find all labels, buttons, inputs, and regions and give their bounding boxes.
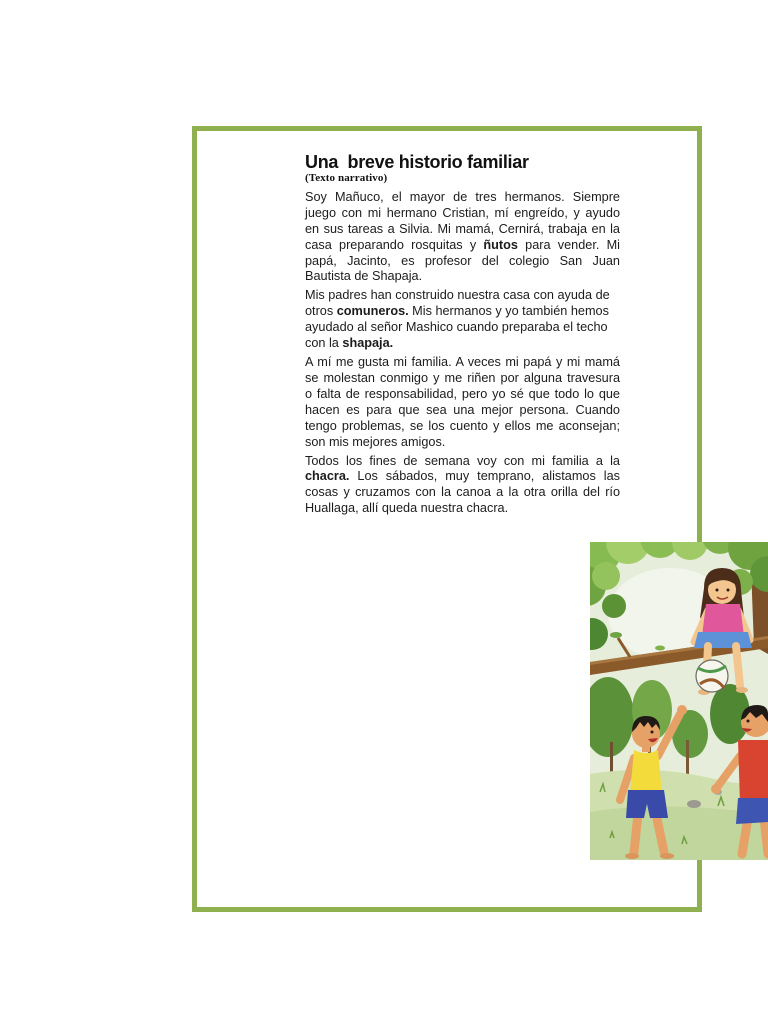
- girl-top: [702, 604, 744, 636]
- text-line: [305, 485, 620, 501]
- blue-shorts: [736, 798, 768, 824]
- keyword-shapaja: shapaja.: [342, 336, 394, 351]
- text-run: otros: [305, 304, 337, 319]
- text-line: [305, 419, 620, 435]
- text-run: Mis hermanos y yo también hemos: [408, 304, 609, 319]
- text-line: [305, 336, 620, 352]
- ball: [696, 660, 728, 692]
- text-run: Todos los fines de semana voy con mi familia a la: [305, 453, 620, 468]
- text-run: se molestan conmigo y me riñen por alguna travesura: [305, 370, 620, 385]
- yellow-tank-top: [630, 750, 662, 794]
- paragraph-3: [305, 355, 620, 450]
- text-run: A mí me gusta mi familia. A veces mi papá y mi mamá: [305, 355, 620, 370]
- text-run: tengo problemas, se los cuento y ellos me aconsejan;: [305, 418, 620, 433]
- text-line: [305, 320, 620, 336]
- text-run: para vender. Mi: [517, 237, 621, 252]
- text-run: juego con mi hermano Cristian, mí engreído, y ayudo: [305, 205, 620, 220]
- text-line: [305, 304, 620, 320]
- text-line: [305, 254, 620, 270]
- text-line: [305, 238, 620, 254]
- keyword-comuneros: comuneros.: [336, 304, 409, 319]
- text-run: hacen es para que sea una mejor persona. Cuando: [305, 402, 620, 417]
- text-run: en sus tareas a Silvia. Mi mamá, Cernirá, trabaja en la: [305, 221, 620, 236]
- text-run: papá, Jacinto, es profesor del colegio San Juan: [305, 253, 620, 268]
- story-body: [305, 190, 620, 517]
- rock: [687, 800, 701, 808]
- text-line: [305, 355, 620, 371]
- girl-skirt: [694, 632, 752, 648]
- text-line: [305, 288, 620, 304]
- text-line: [305, 435, 620, 451]
- keyword-nutos: ñutos: [483, 237, 518, 252]
- text-run: casa preparando rosquitas y: [305, 237, 484, 252]
- paragraph-1: [305, 190, 620, 285]
- text-run: con la: [305, 336, 343, 351]
- story-title: Una breve historio familiar: [305, 152, 529, 172]
- text-run: Bautista de Shapaja.: [305, 269, 423, 284]
- text-run: ayudado al señor Mashico cuando preparaba el techo: [305, 320, 608, 335]
- paragraph-4: [305, 454, 620, 518]
- text-line: [305, 269, 620, 285]
- text-run: Mis padres han construido nuestra casa con ayuda de: [305, 288, 610, 303]
- text-run: cosas y cruzamos con la canoa a la otra orilla del río: [305, 485, 620, 500]
- text-run: Huallaga, allí queda nuestra chacra.: [305, 501, 509, 516]
- text-line: [305, 469, 620, 485]
- text-line: [305, 222, 620, 238]
- children-playing-illustration: [590, 542, 768, 860]
- text-line: [305, 206, 620, 222]
- text-run: o falta de responsabilidad, pero yo sé que todo lo que: [305, 386, 620, 401]
- story-article: [305, 151, 620, 520]
- text-run: Soy Mañuco, el mayor de tres hermanos. Siempre: [305, 190, 620, 204]
- text-line: [305, 403, 620, 419]
- illustration-drawing: [590, 542, 768, 860]
- text-run: Los sábados, muy temprano, alistamos las: [349, 469, 620, 484]
- red-shirt: [738, 740, 768, 804]
- text-line: [305, 190, 620, 206]
- text-run: son mis mejores amigos.: [305, 434, 446, 449]
- text-line: [305, 454, 620, 470]
- text-line: [305, 387, 620, 403]
- paragraph-2: [305, 288, 620, 352]
- keyword-chacra: chacra.: [305, 469, 350, 484]
- text-line: [305, 501, 620, 517]
- text-line: [305, 371, 620, 387]
- story-subtitle: (Texto narrativo): [305, 172, 388, 184]
